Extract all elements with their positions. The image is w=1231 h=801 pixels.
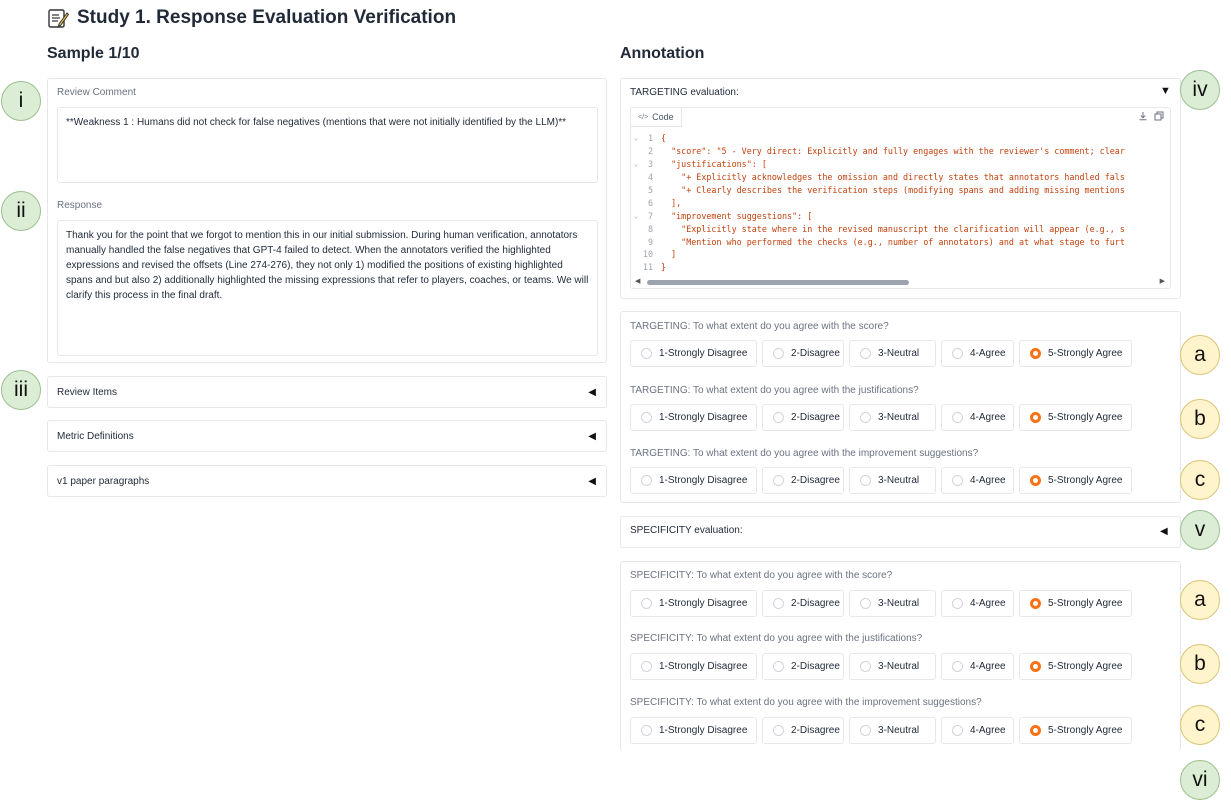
radio-circle-icon[interactable] — [641, 598, 652, 609]
radio-option[interactable] — [849, 404, 936, 431]
fold-chevron-icon[interactable]: ⌄ — [633, 134, 639, 143]
radio-circle-icon[interactable] — [952, 412, 963, 423]
radio-circle-icon[interactable] — [952, 661, 963, 672]
radio-option[interactable] — [762, 717, 844, 744]
triangle-down-icon[interactable]: ▼ — [1160, 85, 1171, 97]
sample-heading: Sample 1/10 — [47, 45, 140, 62]
radio-option-label: 4-Agree — [970, 661, 1006, 672]
radio-option[interactable] — [762, 653, 844, 680]
accordion-label: Metric Definitions — [57, 430, 134, 442]
radio-option[interactable] — [941, 467, 1014, 494]
marker-iv: iv — [1180, 70, 1220, 110]
accordion-v1-paper-paragraphs[interactable] — [47, 465, 607, 497]
marker-b: b — [1180, 644, 1220, 684]
marker-c: c — [1180, 705, 1220, 745]
radio-option-label: 1-Strongly Disagree — [659, 475, 748, 486]
radio-circle-icon[interactable] — [860, 598, 871, 609]
radio-option-label: 5-Strongly Agree — [1048, 475, 1123, 486]
radio-option-label: 2-Disagree — [791, 725, 840, 736]
radio-circle-icon[interactable] — [773, 348, 784, 359]
radio-option[interactable] — [630, 340, 757, 367]
fold-chevron-icon[interactable]: ⌄ — [633, 211, 639, 220]
line-number: 6 — [647, 197, 653, 208]
radio-circle-icon[interactable] — [860, 475, 871, 486]
radio-circle-icon[interactable] — [1030, 661, 1041, 672]
radio-option[interactable] — [941, 590, 1014, 617]
page-title-text: Study 1. Response Evaluation Verification — [77, 7, 457, 28]
radio-option-label: 1-Strongly Disagree — [659, 348, 748, 359]
radio-circle-icon[interactable] — [641, 348, 652, 359]
radio-circle-icon[interactable] — [641, 475, 652, 486]
marker-vi: vi — [1180, 760, 1220, 800]
code-line — [631, 196, 1170, 209]
code-icon: </> — [638, 113, 649, 121]
radio-option-label: 3-Neutral — [878, 725, 920, 736]
line-number: 3 — [647, 159, 653, 170]
radio-circle-icon[interactable] — [1030, 348, 1041, 359]
accordion-metric-definitions[interactable] — [47, 420, 607, 452]
radio-option[interactable] — [849, 467, 936, 494]
triangle-left-icon: ◀ — [588, 476, 596, 487]
radio-circle-icon[interactable] — [952, 475, 963, 486]
radio-option-label: 5-Strongly Agree — [1048, 661, 1123, 672]
marker-c: c — [1180, 460, 1220, 500]
code-text: "+ Clearly describes the verification steps (modifying spans and adding missing mentions — [661, 185, 1125, 195]
radio-circle-icon[interactable] — [773, 725, 784, 736]
radio-option-label: 3-Neutral — [878, 412, 920, 423]
specificity-eval-label: SPECIFICITY evaluation: — [630, 525, 743, 536]
radio-option[interactable] — [762, 340, 844, 367]
radio-option-label: 2-Disagree — [791, 348, 840, 359]
radio-option[interactable] — [1019, 340, 1132, 367]
marker-a: a — [1180, 580, 1220, 620]
code-line — [631, 158, 1170, 171]
radio-circle-icon[interactable] — [641, 725, 652, 736]
radio-option-label: 1-Strongly Disagree — [659, 661, 748, 672]
radio-option[interactable] — [941, 717, 1014, 744]
code-text: "improvement suggestions": [ — [661, 210, 813, 221]
radio-option[interactable] — [1019, 590, 1132, 617]
review-comment-field[interactable]: **Weakness 1 : Humans did not check for false negatives (mentions that were not initially identified by the LLM)** — [57, 107, 598, 183]
radio-circle-icon[interactable] — [952, 348, 963, 359]
radio-option[interactable] — [1019, 404, 1132, 431]
marker-i: i — [1, 81, 41, 121]
scroll-right-icon[interactable]: ▶ — [1159, 278, 1165, 285]
code-lines — [631, 132, 1170, 274]
specificity-question-label: SPECIFICITY: To what extent do you agree with the improvement suggestions? — [630, 697, 982, 708]
radio-option-label: 5-Strongly Agree — [1048, 412, 1123, 423]
marker-iii: iii — [1, 370, 41, 410]
targeting-eval-label: TARGETING evaluation: — [630, 87, 739, 98]
radio-circle-icon[interactable] — [1030, 412, 1041, 423]
code-text: } — [661, 262, 667, 273]
code-line — [631, 145, 1170, 158]
radio-option[interactable] — [762, 467, 844, 494]
radio-option-label: 3-Neutral — [878, 661, 920, 672]
code-text: "justifications": [ — [661, 159, 767, 170]
code-tab — [631, 108, 682, 127]
code-text: "Mention who performed the checks (e.g., number of annotators) and at what stage to furt — [661, 236, 1125, 247]
radio-option[interactable] — [849, 717, 936, 744]
radio-circle-icon[interactable] — [773, 661, 784, 672]
radio-circle-icon[interactable] — [860, 725, 871, 736]
radio-circle-icon[interactable] — [952, 598, 963, 609]
line-number: 7 — [647, 210, 653, 221]
scroll-left-icon[interactable]: ◀ — [635, 278, 641, 285]
page-title — [47, 5, 456, 31]
radio-option[interactable] — [630, 717, 757, 744]
radio-option-label: 3-Neutral — [878, 475, 920, 486]
code-line — [631, 222, 1170, 235]
radio-option-label: 2-Disagree — [791, 661, 840, 672]
radio-option-label: 2-Disagree — [791, 598, 840, 609]
radio-circle-icon[interactable] — [1030, 598, 1041, 609]
marker-a: a — [1180, 335, 1220, 375]
radio-option[interactable] — [941, 340, 1014, 367]
code-line — [631, 184, 1170, 197]
radio-option[interactable] — [762, 404, 844, 431]
line-number: 8 — [647, 223, 653, 234]
code-text: ] — [661, 249, 677, 260]
scrollbar-thumb[interactable] — [647, 280, 909, 285]
radio-circle-icon[interactable] — [641, 412, 652, 423]
response-label: Response — [57, 200, 103, 211]
radio-option[interactable] — [1019, 653, 1132, 680]
radio-option[interactable] — [1019, 467, 1132, 494]
targeting-question-label: TARGETING: To what extent do you agree with the improvement suggestions? — [630, 448, 979, 459]
radio-option-label: 1-Strongly Disagree — [659, 725, 748, 736]
radio-option[interactable] — [630, 653, 757, 680]
code-line — [631, 132, 1170, 145]
radio-circle-icon[interactable] — [860, 412, 871, 423]
radio-option[interactable] — [762, 590, 844, 617]
targeting-question-label: TARGETING: To what extent do you agree with the score? — [630, 321, 889, 332]
code-text: "+ Explicitly acknowledges the omission and directly states that annotators handled fals — [661, 172, 1125, 183]
radio-option[interactable] — [630, 590, 757, 617]
copy-icon[interactable] — [1154, 111, 1164, 121]
radio-circle-icon[interactable] — [773, 412, 784, 423]
line-number: 1 — [647, 133, 653, 144]
accordion-label: Review Items — [57, 386, 118, 398]
code-text: "score": "5 - Very direct: Explicitly and fully engages with the reviewer's comment; clear — [661, 146, 1125, 157]
radio-circle-icon[interactable] — [1030, 475, 1041, 486]
code-text: { — [661, 133, 667, 144]
line-number: 11 — [642, 262, 653, 273]
marker-b: b — [1180, 399, 1220, 439]
radio-circle-icon[interactable] — [952, 725, 963, 736]
triangle-left-icon: ◀ — [588, 431, 596, 442]
radio-option[interactable] — [941, 653, 1014, 680]
marker-ii: ii — [1, 191, 41, 231]
specificity-question-label: SPECIFICITY: To what extent do you agree with the justifications? — [630, 633, 923, 644]
memo-icon — [47, 7, 69, 29]
radio-option-label: 5-Strongly Agree — [1048, 725, 1123, 736]
radio-option[interactable] — [941, 404, 1014, 431]
code-text: "Explicitly state where in the revised manuscript the clarification will appear (e.g., s — [661, 223, 1125, 234]
marker-v: v — [1180, 510, 1220, 550]
triangle-left-icon: ◀ — [588, 387, 596, 398]
radio-option[interactable] — [630, 404, 757, 431]
code-text: ], — [661, 197, 682, 208]
code-line — [631, 209, 1170, 222]
radio-option[interactable] — [849, 340, 936, 367]
radio-option-label: 2-Disagree — [791, 475, 840, 486]
line-number: 10 — [642, 249, 653, 260]
radio-option-label: 3-Neutral — [878, 598, 920, 609]
radio-circle-icon[interactable] — [1030, 725, 1041, 736]
radio-option-label: 4-Agree — [970, 348, 1006, 359]
radio-option[interactable] — [849, 590, 936, 617]
targeting-question-label: TARGETING: To what extent do you agree with the justifications? — [630, 385, 919, 396]
radio-option-label: 2-Disagree — [791, 412, 840, 423]
line-number: 5 — [647, 185, 653, 195]
fold-chevron-icon[interactable]: ⌄ — [633, 160, 639, 169]
annotation-heading: Annotation — [620, 45, 705, 62]
code-line — [631, 171, 1170, 184]
radio-option-label: 1-Strongly Disagree — [659, 412, 748, 423]
accordion-review-items[interactable] — [47, 376, 607, 408]
radio-option-label: 4-Agree — [970, 725, 1006, 736]
code-block[interactable] — [630, 107, 1171, 289]
accordion-label: v1 paper paragraphs — [57, 475, 150, 487]
line-number: 4 — [647, 172, 653, 183]
radio-option[interactable] — [849, 653, 936, 680]
code-line — [631, 261, 1170, 274]
line-number: 9 — [647, 236, 653, 247]
line-number: 2 — [647, 146, 653, 157]
radio-option[interactable] — [1019, 717, 1132, 744]
code-tab-label: Code — [652, 112, 674, 122]
code-line — [631, 248, 1170, 261]
radio-option-label: 4-Agree — [970, 412, 1006, 423]
specificity-question-label: SPECIFICITY: To what extent do you agree with the score? — [630, 570, 893, 581]
radio-option-label: 5-Strongly Agree — [1048, 348, 1123, 359]
radio-option-label: 4-Agree — [970, 598, 1006, 609]
review-comment-label: Review Comment — [57, 87, 136, 98]
radio-option-label: 5-Strongly Agree — [1048, 598, 1123, 609]
horizontal-scrollbar[interactable] — [633, 278, 1169, 286]
download-icon[interactable] — [1138, 111, 1148, 121]
radio-option-label: 1-Strongly Disagree — [659, 598, 748, 609]
code-line — [631, 235, 1170, 248]
radio-circle-icon[interactable] — [773, 475, 784, 486]
triangle-left-icon[interactable]: ◀ — [1160, 526, 1168, 537]
radio-option-label: 3-Neutral — [878, 348, 920, 359]
radio-circle-icon[interactable] — [860, 348, 871, 359]
radio-option-label: 4-Agree — [970, 475, 1006, 486]
radio-option[interactable] — [630, 467, 757, 494]
radio-circle-icon[interactable] — [860, 661, 871, 672]
response-field[interactable]: Thank you for the point that we forgot to mention this in our initial submission. During human verification, annotators manually handled the false negatives that GPT-4 failed to detect. When the annotators verified the highlighted expressions and revised the offsets (Line 274-276), they not only 1) modified the positions of existing highlighted spans and but also 2) additionally highlighted the missing expressions that refer to players, coaches, or teams. We will clarify this process in the final draft. — [57, 220, 598, 356]
radio-circle-icon[interactable] — [641, 661, 652, 672]
radio-circle-icon[interactable] — [773, 598, 784, 609]
